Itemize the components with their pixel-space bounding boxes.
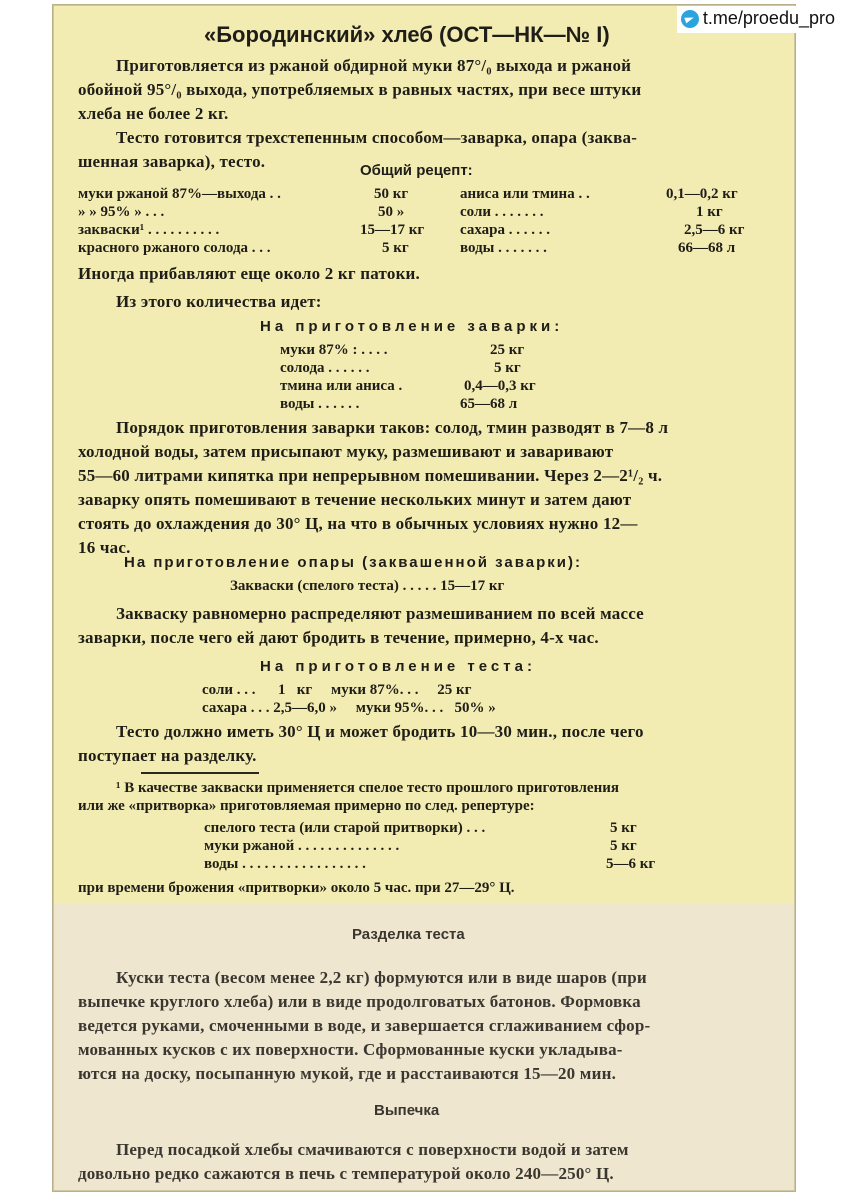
recipe-item-name: сахара . . . . . . xyxy=(460,222,550,238)
zavarka-text-line: 16 час. xyxy=(78,538,131,557)
baking-line: Перед посадкой хлебы смачиваются с поверхности водой и затем xyxy=(116,1140,629,1159)
zavarka-text-line: 55—60 литрами кипятка при непрерывном помешивании. Через 2—2¹/₂ ч. xyxy=(78,466,663,485)
footnote-divider xyxy=(141,772,259,774)
zavarka-item-name: тмина или аниса . xyxy=(280,378,403,394)
watermark-text: t.me/proedu_pro xyxy=(702,8,835,28)
section-heading-cutting: Разделка теста xyxy=(352,926,465,943)
intro-line: шенная заварка), тесто. xyxy=(78,152,266,171)
footnote-recipe-qty: 5 кг xyxy=(610,838,637,854)
zavarka-item-qty: 65—68 л xyxy=(460,396,518,412)
recipe-item-name: муки ржаной 87%—выхода . . xyxy=(78,186,281,202)
zavarka-text-line: стоять до охлаждения до 30° Ц, на что в обычных условиях нужно 12— xyxy=(78,514,638,533)
recipe-item-name: красного ржаного солода . . . xyxy=(78,240,271,256)
opara-line: Закваски (спелого теста) . . . . . 15—17 кг xyxy=(230,578,505,594)
footnote-recipe-name: муки ржаной . . . . . . . . . . . . . . xyxy=(204,838,400,854)
zavarka-item-name: воды . . . . . . xyxy=(280,396,360,412)
recipe-item-qty: 66—68 л xyxy=(678,240,736,256)
intro-line: Приготовляется из ржаной обдирной муки 87°/₀ выхода и ржаной xyxy=(116,56,632,75)
footnote-recipe-name: воды . . . . . . . . . . . . . . . . . xyxy=(204,856,366,872)
zavarka-text-line: Порядок приготовления заварки таков: солод, тмин разводят в 7—8 л xyxy=(116,418,669,437)
footnote-line: ¹ В качестве закваски применяется спелое тесто прошлого приготовления xyxy=(116,780,619,796)
document-title: «Бородинский» хлеб (ОСТ—НК—№ I) xyxy=(204,22,610,47)
recipe-item-qty: 1 кг xyxy=(696,204,723,220)
watermark-badge xyxy=(677,6,841,33)
opara-text-line: заварки, после чего ей дают бродить в течение, примерно, 4-х час. xyxy=(78,628,599,647)
recipe-item-name: соли . . . . . . . xyxy=(460,204,544,220)
recipe-item-name: воды . . . . . . . xyxy=(460,240,547,256)
footnote-recipe-qty: 5—6 кг xyxy=(606,856,656,872)
document-page xyxy=(52,4,796,1192)
molasses-note: Иногда прибавляют еще около 2 кг патоки. xyxy=(78,264,421,283)
dough-line: сахара . . . 2,5—6,0 » муки 95%. . . 50% » xyxy=(202,700,496,716)
dough-line: соли . . . 1 кг муки 87%. . . 25 кг xyxy=(202,682,472,698)
section-heading-baking: Выпечка xyxy=(374,1102,440,1119)
baking-line: довольно редко сажаются в печь с температурой около 240—250° Ц. xyxy=(78,1164,614,1183)
footnote-end: при времени брожения «притворки» около 5 час. при 27—29° Ц. xyxy=(78,880,515,896)
zavarka-text-line: заварку опять помешивают в течение нескольких минут и затем дают xyxy=(78,490,632,509)
zavarka-text-line: холодной воды, затем присыпают муку, размешивают и заваривают xyxy=(78,442,614,461)
zavarka-heading: На приготовление заварки: xyxy=(260,318,564,335)
recipe-item-name: » » 95% » . . . xyxy=(78,204,165,220)
opara-heading: На приготовление опары (заквашенной заварки): xyxy=(124,554,582,571)
recipe-item-name: закваски¹ . . . . . . . . . . xyxy=(78,222,220,238)
recipe-item-qty: 50 кг xyxy=(374,186,409,202)
footnote-recipe-qty: 5 кг xyxy=(610,820,637,836)
intro-line: Тесто готовится трехстепенным способом—заварка, опара (заква- xyxy=(116,128,638,147)
general-recipe-heading: Общий рецепт: xyxy=(360,162,473,179)
cutting-line: ются на доску, посыпанную мукой, где и расстаиваются 15—20 мин. xyxy=(78,1064,617,1083)
footnote-line: или же «притворка» приготовляемая примерно по след. репертуре: xyxy=(78,798,535,814)
from-amount-line: Из этого количества идет: xyxy=(116,292,322,311)
recipe-item-qty: 5 кг xyxy=(382,240,409,256)
cutting-line: ведется руками, смоченными в воде, и завершается сглаживанием сфор- xyxy=(78,1016,651,1035)
cutting-line: Куски теста (весом менее 2,2 кг) формуются или в виде шаров (при xyxy=(116,968,647,987)
zavarka-item-qty: 5 кг xyxy=(494,360,521,376)
recipe-item-qty: 0,1—0,2 кг xyxy=(666,186,738,202)
zavarka-item-name: муки 87% : . . . . xyxy=(280,342,388,358)
recipe-item-qty: 2,5—6 кг xyxy=(684,222,745,238)
telegram-icon xyxy=(681,10,699,28)
zavarka-item-qty: 0,4—0,3 кг xyxy=(464,378,536,394)
zavarka-item-qty: 25 кг xyxy=(490,342,525,358)
recipe-item-qty: 50 » xyxy=(378,204,405,220)
dough-text-line: Тесто должно иметь 30° Ц и может бродить 10—30 мин., после чего xyxy=(116,722,644,741)
cutting-line: выпечке круглого хлеба) или в виде продолговатых батонов. Формовка xyxy=(78,992,641,1011)
dough-text-line: поступает на разделку. xyxy=(78,746,257,765)
zavarka-item-name: солода . . . . . . xyxy=(280,360,370,376)
intro-line: обойной 95°/₀ выхода, употребляемых в равных частях, при весе штуки xyxy=(78,80,642,99)
recipe-item-qty: 15—17 кг xyxy=(360,222,425,238)
intro-line: хлеба не более 2 кг. xyxy=(78,104,229,123)
recipe-item-name: аниса или тмина . . xyxy=(460,186,590,202)
cutting-line: мованных кусков с их поверхности. Сформованные куски укладыва- xyxy=(78,1040,623,1059)
footnote-recipe-name: спелого теста (или старой притворки) . . . xyxy=(204,820,486,836)
dough-heading: На приготовление теста: xyxy=(260,658,536,675)
opara-text-line: Закваску равномерно распределяют размешиванием по всей массе xyxy=(116,604,644,623)
